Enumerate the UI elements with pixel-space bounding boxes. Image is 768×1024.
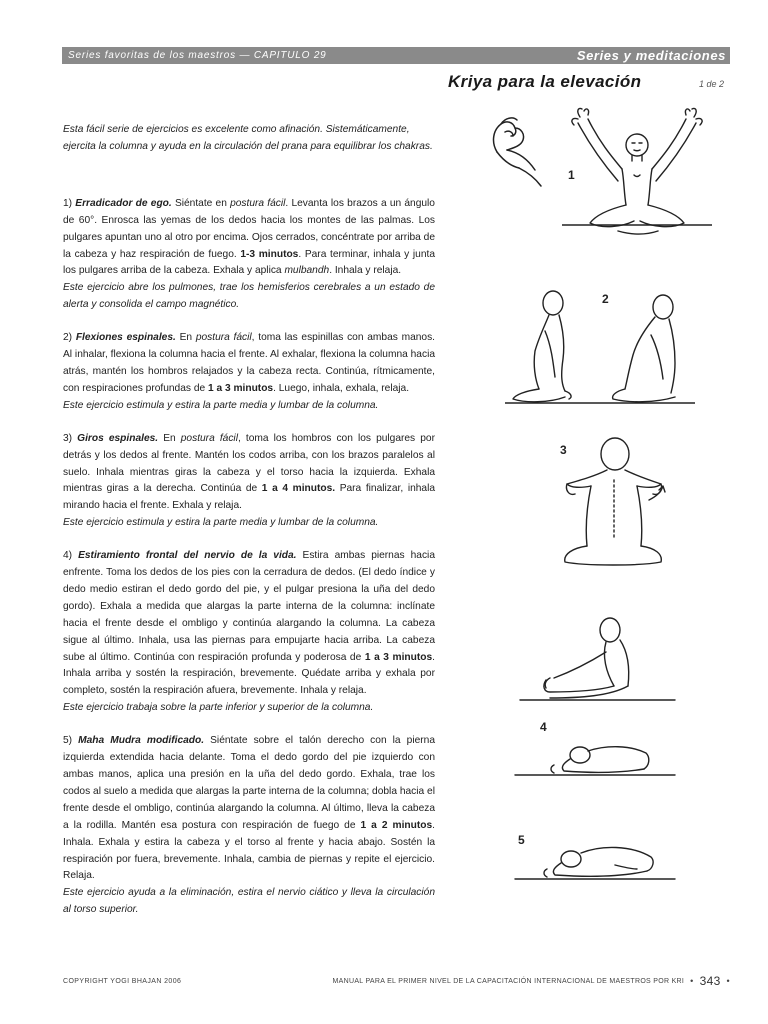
page-number: 343 bbox=[699, 974, 721, 988]
exercise-4 bbox=[63, 548, 435, 717]
exercise-name: Maha Mudra modificado. bbox=[78, 735, 205, 747]
exercise-text: En bbox=[175, 332, 196, 344]
figure-label-2: 2 bbox=[602, 292, 609, 306]
footer-bullet-right: • bbox=[726, 976, 730, 986]
exercise-duration: 1 a 2 minutos bbox=[360, 819, 433, 831]
intro-paragraph: Esta fácil serie de ejercicios es excelente como afinación. Sistemáticamente, ejercita la columna y ayuda en la circulación del prana para equilibrar los chakras. bbox=[63, 124, 433, 152]
exercise-text: Siéntate sobre el talón derecho con la pierna izquierda extendida hacia delante. Toma el dedo gordo del pie izquierdo con ambas manos, aplica una presión en la uña del dedo gordo. Exhala, trae los codos al suelo a medida que alargas la parte interna de la columna; dobla hacia el frente desde el ombligo, continúa alargando la columna. Al último, lleva la cabeza a la rodilla. Mantén esa postura con respiración de fuego de bbox=[63, 735, 435, 831]
exercise-name: Flexiones espinales. bbox=[75, 332, 176, 344]
exercise-duration: 1 a 4 minutos. bbox=[261, 483, 336, 495]
exercise-1 bbox=[63, 196, 435, 314]
figure-5-maha-mudra bbox=[505, 835, 680, 885]
exercise-text: Para finalizar, inhala mirando hacia el frente. Exhala y relaja. bbox=[63, 483, 436, 512]
figure-label-5: 5 bbox=[518, 833, 525, 847]
figure-2-spinal-flex bbox=[505, 285, 695, 410]
exercise-duration: 1-3 minutos bbox=[240, 248, 299, 260]
exercise-benefit: Este ejercicio trabaja sobre la parte inferior y superior de la columna. bbox=[63, 702, 374, 714]
exercise-text: , toma las espinillas con ambas manos. Al inhalar, flexiona la columna hacia el frente. Al exhalar, flexiona la columna hacia atrás, mantén los hombros relajados y la cabeza recta. Continúa, rítmicamente, con respiraciones profundas de bbox=[63, 332, 435, 394]
exercise-number: 3) bbox=[63, 432, 73, 444]
exercise-number: 1) bbox=[63, 197, 73, 209]
figure-4-folded bbox=[510, 735, 680, 780]
footer-right bbox=[333, 974, 730, 988]
exercise-term: postura fácil bbox=[230, 197, 286, 209]
exercise-duration: 1 a 3 minutos bbox=[364, 651, 433, 663]
figure-label-1: 1 bbox=[568, 168, 575, 182]
exercise-name: Giros espinales. bbox=[77, 432, 159, 444]
page-title: Kriya para la elevación bbox=[448, 72, 642, 91]
exercise-text: , toma los hombros con los pulgares por detrás y los dedos al frente. Mantén los codos arriba, con los brazos paralelos al suelo. Inhala mientras giras la cabeza y el torso hacia la izquierda. Exhala mientras giras a la derecha. Continúa de bbox=[63, 432, 435, 495]
exercise-3 bbox=[63, 431, 435, 532]
exercise-benefit: Este ejercicio estimula y estira la parte media y lumbar de la columna. bbox=[63, 517, 379, 529]
exercise-benefit: Este ejercicio abre los pulmones, trae los hemisferios cerebrales a un estado de alerta y consolida el campo magnético. bbox=[63, 282, 435, 311]
exercise-text: . Levanta los brazos a un ángulo de 60°. Enrosca las yemas de los dedos hacia los montes de las palmas. Los pulgares apuntan uno al otro por encima. Ojos cerrados, concéntrate por arriba de la cabeza y haz respiración de fuego. bbox=[63, 197, 435, 260]
exercise-number: 5) bbox=[63, 735, 73, 747]
manual-title: MANUAL PARA EL PRIMER NIVEL DE LA CAPACITACIÓN INTERNACIONAL DE MAESTROS POR KRI bbox=[332, 977, 685, 985]
page-indicator: 1 de 2 bbox=[699, 79, 725, 89]
exercise-text: En bbox=[158, 432, 181, 444]
exercise-text: Estira ambas piernas hacia enfrente. Toma los dedos de los pies con la cerradura de dedos. (El dedo índice y dedo medio estiran el dedo gordo del pie, y el pulgar presiona la uña del dedo gordo). Exhala a medida que alargas la parte interna de la columna: inclínate hacia el frente desde el ombligo y continúa alargando la columna. La cabeza sigue al último. Inhala, usa las piernas para empujarte hacia arriba. La cabeza sube al último. Continúa con respiración profunda y poderosa de bbox=[63, 550, 435, 663]
section-label: Series y meditaciones bbox=[576, 48, 726, 63]
chapter-header-bar bbox=[62, 47, 730, 64]
exercise-name: Estiramiento frontal del nervio de la vida. bbox=[78, 550, 297, 562]
exercise-text: . Luego, inhala, exhala, relaja. bbox=[273, 382, 410, 394]
exercise-2 bbox=[63, 330, 435, 415]
figure-label-3: 3 bbox=[560, 443, 567, 457]
exercise-benefit: Este ejercicio estimula y estira la parte media y lumbar de la columna. bbox=[63, 399, 379, 411]
figure-1-ego-eradicator bbox=[562, 105, 712, 250]
exercise-name: Erradicador de ego. bbox=[75, 197, 172, 209]
exercise-duration: 1 a 3 minutos bbox=[207, 382, 274, 394]
footer-bullet-left: • bbox=[690, 976, 694, 986]
figure-label-4: 4 bbox=[540, 720, 547, 734]
hand-mudra-illustration bbox=[483, 112, 563, 192]
exercise-term: postura fácil bbox=[180, 432, 238, 444]
text-column bbox=[63, 122, 435, 935]
exercise-text: . Inhala y relaja. bbox=[329, 265, 402, 277]
exercise-text: . Para terminar, inhala y junta los pulgares arriba de la cabeza. Exhala y aplica bbox=[63, 248, 435, 277]
exercise-text: . Inhala arriba y sostén la respiración, brevemente. Quédate arriba y exhala por completo, sostén la respiración afuera, brevemente. Inhala y relaja. bbox=[63, 651, 435, 697]
copyright-notice: COPYRIGHT YOGI BHAJAN 2006 bbox=[63, 978, 182, 985]
exercise-term: mulbandh bbox=[284, 265, 330, 277]
exercise-number: 4) bbox=[63, 550, 73, 562]
exercise-term: postura fácil bbox=[195, 332, 252, 344]
exercise-benefit: Este ejercicio ayuda a la eliminación, estira el nervio ciático y lleva la circulación al torso superior. bbox=[63, 887, 435, 916]
exercise-5 bbox=[63, 733, 435, 919]
exercise-number: 2) bbox=[63, 332, 73, 344]
exercise-text: Siéntate en bbox=[171, 197, 231, 209]
exercise-text: . Inhala. Exhala y estira la cabeza y el torso al frente y hacia abajo. Sostén la respiración por fuera, brevemente. Inhala, cambia de piernas y repite el ejercicio. Relaja. bbox=[63, 819, 435, 882]
figure-4-life-nerve-stretch bbox=[510, 612, 680, 712]
chapter-label: Series favoritas de los maestros — CAPITULO 29 bbox=[68, 50, 327, 61]
